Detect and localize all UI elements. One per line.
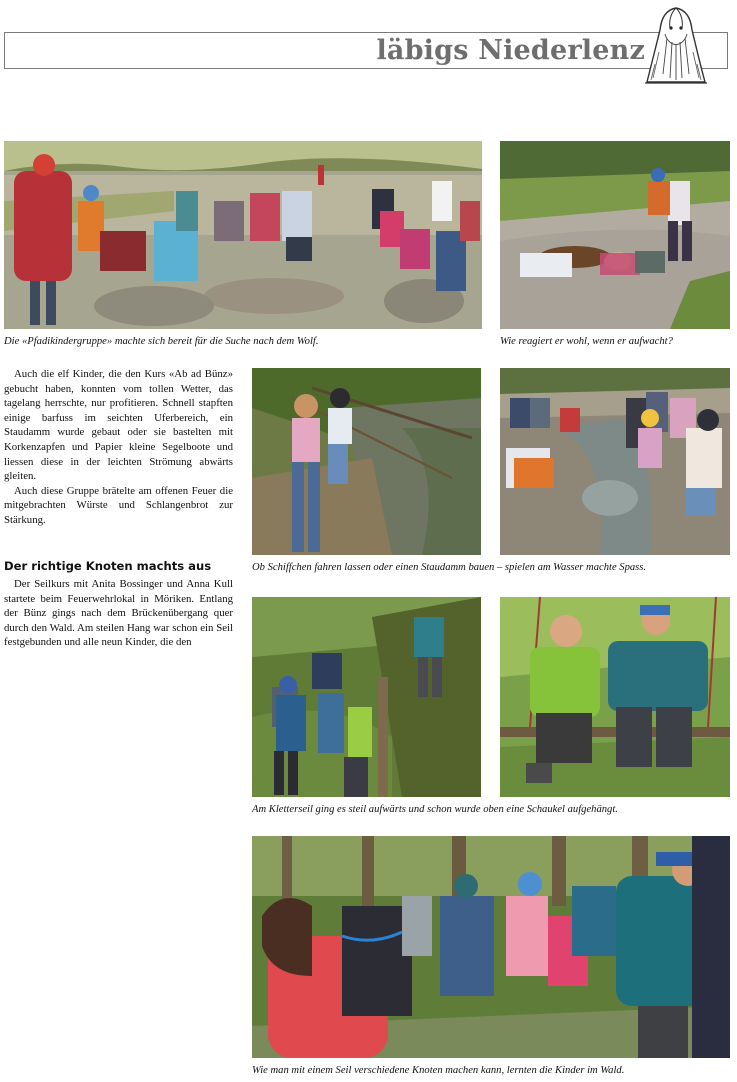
caption-knots: Wie man mit einem Seil verschiedene Knoten machen kann, lernten die Kinder im Wald. [252, 1065, 625, 1076]
article-paragraph: Auch die elf Kinder, die den Kurs «Ab ad Bünz» gebucht haben, konnten vom tollen Wetter, das tagelang herrschte, nur profitieren. Schnell stapften einige barfuss im seichten Uferbereich, ein Staudamm wurde gebaut oder sie bastelten mit Korkenzapfen und Papier kleine Segelboote und liessen diese in der leichten Strömung abwärts gleiten. [4, 368, 233, 483]
photo-climbing-rope [252, 597, 481, 797]
photo-knot-lesson [252, 836, 730, 1058]
photo-sleeping-wolf [500, 141, 730, 329]
photo-swing [500, 597, 730, 797]
article-paragraph: Auch diese Gruppe brätelte am offenen Feuer die mitgebrachten Würste und Schlangenbrot zur Stärkung. [4, 484, 233, 526]
caption-climbing: Am Kletterseil ging es steil aufwärts und schon wurde oben eine Schaukel aufgehängt. [252, 804, 618, 815]
article-paragraph: Der Seilkurs mit Anita Bossinger und Anna Kull startete beim Feuerwehrlokal in Möriken. Entlang der Bünz gings nach dem Brückenübergang quer durch den Wald. Am steilen Hang war schon ein Seil festgebunden und alle neun Kinder, die den [4, 578, 233, 649]
photo-campfire-group [4, 141, 482, 329]
caption-water-play: Ob Schiffchen fahren lassen oder einen Staudamm bauen – spielen am Wasser machte Spass. [252, 562, 647, 573]
caption-campfire: Die «Pfadikindergruppe» machte sich bereit für die Suche nach dem Wolf. [4, 336, 319, 347]
caption-wolf: Wie reagiert er wohl, wenn er aufwacht? [500, 336, 673, 347]
section-heading: Der richtige Knoten machts aus [4, 559, 212, 573]
article-text-bottom [4, 577, 233, 650]
troll-figure-icon [643, 4, 709, 86]
photo-stream-girl [252, 368, 481, 555]
article-text-top [4, 367, 233, 528]
photo-creek-play [500, 368, 730, 555]
page-title: läbigs Niederlenz [376, 35, 645, 66]
